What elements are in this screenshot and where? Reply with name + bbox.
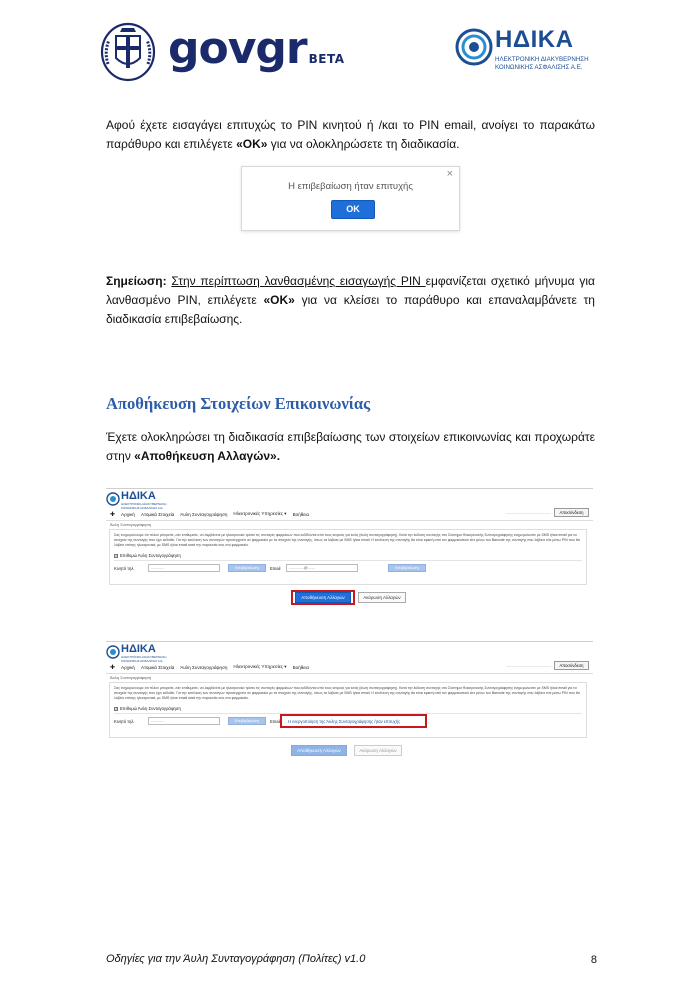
nav-divider [106,520,593,521]
intro-ok-bold: «ΟΚ» [236,137,268,151]
page-number: 8 [590,954,597,966]
checkbox-label: Επιθυμώ Άυλη Συνταγογράφηση [120,553,181,558]
checkbox-mark[interactable]: ✓ [115,554,118,558]
mobile-field[interactable]: ............ [148,564,220,572]
note-paragraph [106,272,595,329]
close-icon[interactable]: × [446,168,453,180]
eprescription-checkbox[interactable] [114,553,181,558]
mobile-label: Κινητό τηλ. [114,566,135,571]
save-highlight [291,590,355,605]
nav-help[interactable]: Βοήθεια [292,511,310,517]
screenshot-save-changes [106,488,593,606]
nav-e-prescription[interactable]: Άυλη Συνταγογράφηση [180,511,228,517]
cancel-changes-button[interactable]: Ακύρωση Αλλαγών [358,592,406,603]
save-changes-button[interactable]: Αποθήκευση Αλλαγών [295,592,351,603]
app-brand-sub2: ΚΟΙΝΩΝΙΚΗΣ ΑΣΦΑΛΙΣΗΣ Α.Ε. [121,658,164,663]
section-text: Έχετε ολοκληρώσει τη διαδικασία επιβεβαίωσης των στοιχείων επικοινωνίας και προχωράτε στην [106,430,595,463]
note-label: Σημείωση: [106,274,167,288]
intro-end: για να ολοκληρώσετε τη διαδικασία. [267,137,460,151]
idika-subtitle [495,56,589,71]
home-icon[interactable]: ✚ [110,511,116,518]
app-brand-name: ΗΔΙΚΑ [121,643,156,655]
nav-help[interactable]: Βοήθεια [292,664,310,670]
idika-logo-icon [455,28,493,66]
success-message: Η ενεργοποίηση της Άυλης Συνταγογράφησης ήταν επιτυχής [288,719,401,724]
info-text: Σας ενημερώνουμε ότι πλέον μπορείτε, εάν επιθυμείτε, να λαμβάνετε με ηλεκτρονικό τρόπο τις συνταγές φαρμάκων που εκδίδονται από τους ιατρούς για εσάς (άυλη συνταγογράφηση). Κατά την έκδοση συνταγής στο Σύστημα Ηλεκτρονικής Συνταγογράφησης ενημερώνεστε με SMS ή/και email για τα στοιχεία της συνταγής που έχει εκδοθεί. Για την εκτέλεση των συνταγών προσέρχεστε σε φαρμακείο με τα στοιχεία της συνταγής, όπως τα λάβατε με SMS ή/και email. Η εκτέλεση της συνταγής θα είναι εφικτή από τον φαρμακοποιό είτε μέσω του Barcode της συνταγής που λάβατε είτε μέσω PIN που θα λάβετε επίσης ηλεκτρονικά, με SMS ή/και email κατά την παρουσία σας στο φαρμακείο. [114,533,580,547]
nav-e-prescription[interactable]: Άυλη Συνταγογράφηση [180,664,228,670]
checkbox-mark[interactable]: ✓ [115,707,118,711]
ok-button[interactable]: ΟΚ [331,200,375,219]
save-changes-button[interactable]: Αποθήκευση Αλλαγών [291,745,347,756]
section-save-bold: «Αποθήκευση Αλλαγών». [134,449,281,463]
user-info: .............................................. [506,664,551,668]
user-info: .............................................. [506,511,551,515]
note-ok-bold: «ΟΚ» [263,293,295,307]
nav-e-services[interactable]: Ηλεκτρονικές Υπηρεσίες ▾ [233,511,287,516]
home-icon[interactable]: ✚ [110,664,116,671]
app-logo-icon [106,492,120,506]
success-dialog [241,166,460,231]
checkbox-label: Επιθυμώ Άυλη Συνταγογράφηση [120,706,181,711]
breadcrumb: Άυλη Συνταγογράφηση [110,675,152,680]
nav-personal-info[interactable]: Ατομικά Στοιχεία [141,664,175,670]
nav-home[interactable]: Αρχική [121,664,135,670]
idika-logo [455,26,605,78]
dialog-message: Η επιβεβαίωση ήταν επιτυχής [288,181,413,192]
app-brand-sub2: ΚΟΙΝΩΝΙΚΗΣ ΑΣΦΑΛΙΣΗΣ Α.Ε. [121,505,164,510]
email-label: Email [270,566,281,571]
idika-name: ΗΔΙΚΑ [495,26,574,53]
nav-personal-info[interactable]: Ατομικά Στοιχεία [141,511,175,517]
app-brand [106,491,196,511]
email-field[interactable]: ..............@....... [286,564,358,572]
prescription-panel [109,529,587,585]
note-text: εμφανίζεται σχετικό μήνυμα για λανθασμένο PIN, επιλέγετε [106,274,595,307]
nav-divider [106,673,593,674]
note-end: για να κλείσει το παράθυρο και επαναλαμβάνετε τη διαδικασία επιβεβαίωσης. [106,293,595,326]
idika-subtitle-line1: ΗΛΕΚΤΡΟΝΙΚΗ ΔΙΑΚΥΒΕΡΝΗΣΗ [495,56,589,63]
verify-mobile-button[interactable]: Επιβεβαίωση [228,564,266,572]
greek-emblem-icon [100,22,156,82]
section-paragraph [106,428,595,466]
app-brand-name: ΗΔΙΚΑ [121,490,156,502]
info-text: Σας ενημερώνουμε ότι πλέον μπορείτε, εάν επιθυμείτε, να λαμβάνετε με ηλεκτρονικό τρόπο τις συνταγές φαρμάκων που εκδίδονται από τους ιατρούς για εσάς (άυλη συνταγογράφηση). Κατά την έκδοση συνταγής στο Σύστημα Ηλεκτρονικής Συνταγογράφησης ενημερώνεστε με SMS ή/και email για τα στοιχεία της συνταγής που έχει εκδοθεί. Για την εκτέλεση των συνταγών προσέρχεστε σε φαρμακείο με τα στοιχεία της συνταγής, όπως τα λάβατε με SMS ή/και email. Η εκτέλεση της συνταγής θα είναι εφικτή από τον φαρμακοποιό είτε μέσω του Barcode της συνταγής που λάβατε είτε μέσω PIN που θα λάβετε επίσης ηλεκτρονικά, με SMS ή/και email κατά την παρουσία σας στο φαρμακείο. [114,686,580,700]
verify-email-button[interactable]: Επιβεβαίωση [388,564,426,572]
intro-paragraph [106,116,595,154]
intro-text: Αφού έχετε εισαγάγει επιτυχώς το PIN κινητού ή /και το PIN email, ανοίγει το παρακάτω παράθυρο και επιλέγετε [106,118,595,151]
mobile-field[interactable]: ............ [148,717,220,725]
app-brand-sub1: ΗΛΕΚΤΡΟΝΙΚΗ ΔΙΑΚΥΒΕΡΝΗΣΗ [121,655,167,659]
breadcrumb: Άυλη Συνταγογράφηση [110,522,152,527]
idika-subtitle-line2: ΚΟΙΝΩΝΙΚΗΣ ΑΣΦΑΛΙΣΗΣ Α.Ε. [495,63,583,71]
logout-button[interactable]: Αποσύνδεση [554,508,589,517]
note-underlined: Στην περίπτωση λανθασμένης εισαγωγής PIN [171,274,426,288]
document-header [0,18,700,88]
logout-button[interactable]: Αποσύνδεση [554,661,589,670]
app-brand [106,644,196,664]
mobile-label: Κινητό τηλ. [114,719,135,724]
section-heading: Αποθήκευση Στοιχείων Επικοινωνίας [106,394,371,413]
govgr-wordmark: govgr [168,23,307,74]
app-logo-icon [106,645,120,659]
nav-home[interactable]: Αρχική [121,511,135,517]
email-label: Email [270,719,281,724]
nav-e-services[interactable]: Ηλεκτρονικές Υπηρεσίες ▾ [233,664,287,669]
beta-badge: BETA [308,52,345,66]
cancel-changes-button[interactable]: Ακύρωση Αλλαγών [354,745,402,756]
success-highlight [280,714,427,728]
footer-title: Οδηγίες για την Άυλη Συνταγογράφηση (Πολίτες) v1.0 [106,953,366,965]
prescription-panel [109,682,587,738]
verify-mobile-button[interactable]: Επιβεβαίωση [228,717,266,725]
eprescription-checkbox[interactable] [114,706,181,711]
govgr-logo [168,24,345,84]
panel-divider [114,560,582,561]
app-brand-sub1: ΗΛΕΚΤΡΟΝΙΚΗ ΔΙΑΚΥΒΕΡΝΗΣΗ [121,502,167,506]
screenshot-success [106,641,593,763]
